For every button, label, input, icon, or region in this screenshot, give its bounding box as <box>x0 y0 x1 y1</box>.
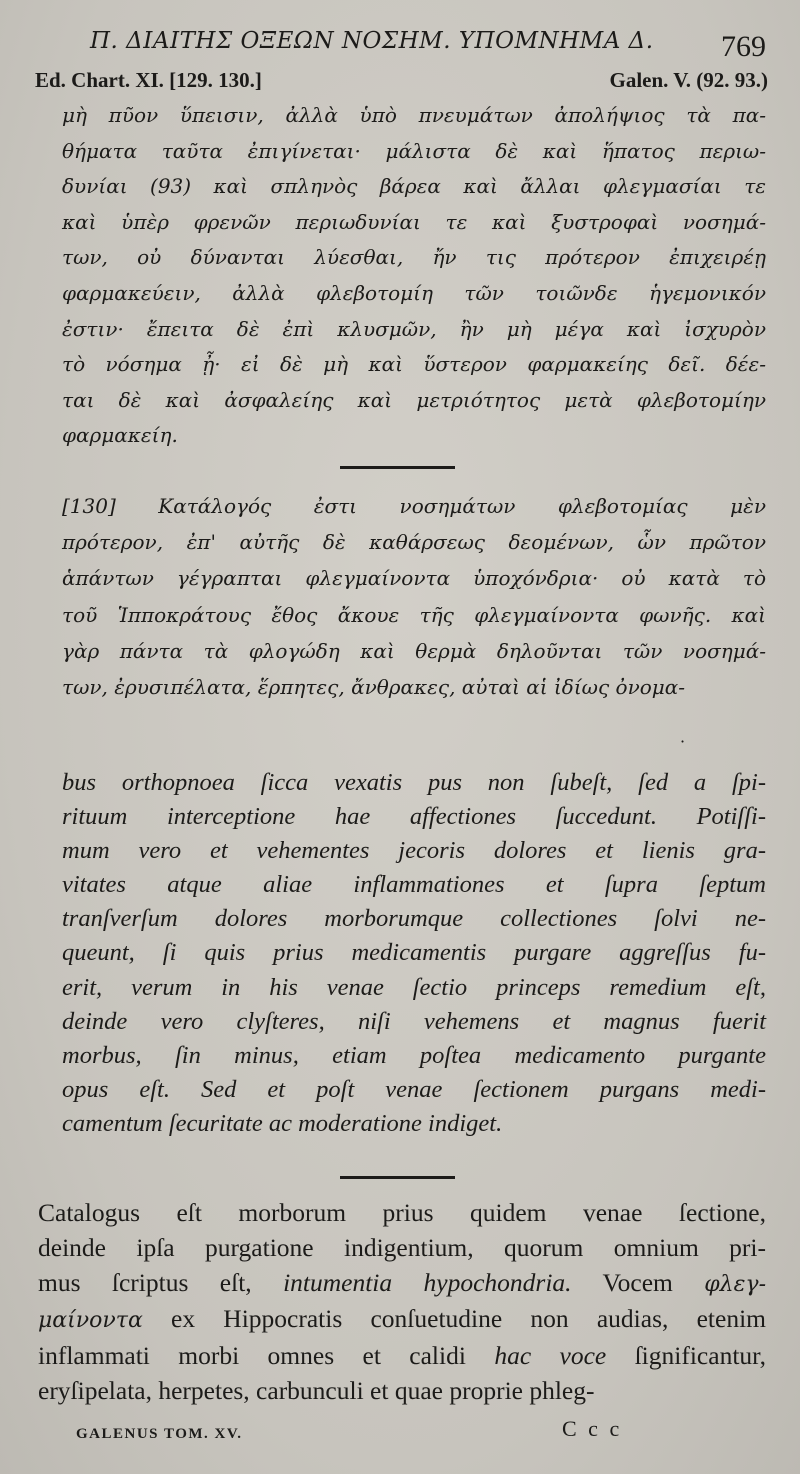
text-line <box>38 1339 766 1374</box>
text-line: morbus, ſin minus, etiam poſtea medicamento purgante <box>62 1041 766 1069</box>
text-line <box>38 1231 766 1266</box>
running-head: Π. ΔΙΑΙΤΗΣ ΟΞΕΩΝ ΝΟΣΗΜ. ΥΠΟΜΝΗΜΑ Δ. <box>90 28 654 54</box>
text-run: ſignificantur, <box>606 1341 766 1371</box>
printer-signature: GALENUS TOM. XV. <box>76 1426 243 1442</box>
text-run: Catalogus eſt morborum prius quidem venae ſectione, <box>38 1198 766 1227</box>
text-line: θήματα ταῦτα ἐπιγίνεται· μάλιστα δὲ καὶ ἥπατος περιω- <box>62 138 766 163</box>
greek-passage-2 <box>62 488 766 705</box>
text-line <box>38 1374 766 1409</box>
italic-phrase: intumentia hypochondria. <box>283 1267 572 1297</box>
text-line: των, ἐρυσιπέλατα, ἕρπητες, ἄνθρακες, αὐταὶ αἱ ἰδίως ὀνομα- <box>62 675 686 700</box>
text-line: tranſverſum dolores morborumque collectiones ſolvi ne- <box>62 905 766 933</box>
page-number: 769 <box>721 30 766 63</box>
edition-reference-line <box>35 68 768 93</box>
edition-reference-left: Ed. Chart. XI. [129. 130.] <box>35 68 262 92</box>
greek-word: φλεγ- <box>704 1271 767 1297</box>
text-line: τοῦ Ἱπποκράτους ἔθος ἄκουε τῆς φλεγμαίνοντα φωνῆς. καὶ <box>62 602 766 627</box>
text-run: mus ſcriptus eſt, <box>38 1267 284 1297</box>
text-line: erit, verum in his venae ſectio princeps remedium eſt, <box>62 973 766 1001</box>
text-run: inflammati morbi omnes et calidi <box>38 1341 495 1371</box>
text-line: ἐστιν· ἔπειτα δὲ ἐπὶ κλυσμῶν, ἢν μὴ μέγα καὶ ἰσχυρὸν <box>62 316 766 341</box>
text-line: πρότερον, ἐπ' αὐτῆς δὲ καθάρσεως δεομένων, ὧν πρῶτον <box>62 530 766 555</box>
text-line: φαρμακεύειν, ἀλλὰ φλεβοτομίη τῶν τοιῶνδε ἡγεμονικόν <box>62 280 766 305</box>
text-line: καὶ ὑπὲρ φρενῶν περιωδυνίαι τε καὶ ξυστροφαὶ νοσημά- <box>62 209 766 234</box>
text-line: opus eſt. Sed et poſt venae ſectionem purgans medi- <box>62 1075 766 1103</box>
text-line: mum vero et vehementes jecoris dolores et lienis gra- <box>62 837 766 865</box>
text-line: vitates atque aliae inflammationes et ſupra ſeptum <box>62 871 766 899</box>
greek-passage-1 <box>62 98 766 454</box>
gathering-mark: C c c <box>562 1416 623 1441</box>
text-line: τὸ νόσημα ᾖ· εἰ δὲ μὴ καὶ ὕστερον φαρμακείης δεῖ. δέε- <box>62 352 766 377</box>
text-line: rituum interceptione hae affectiones ſuccedunt. Potiſſi- <box>62 803 766 831</box>
greek-word: μαίνοντα <box>38 1308 143 1334</box>
text-line: των, οὐ δύνανται λύεσθαι, ἤν τις πρότερον ἐπιχειρέῃ <box>62 245 766 270</box>
text-run: Vocem <box>571 1267 705 1297</box>
section-divider <box>340 1176 455 1179</box>
text-line: [130] Κατάλογός ἐστι νοσημάτων φλεβοτομίας μὲν <box>62 494 766 518</box>
text-line: μὴ πῦον ὕπεισιν, ἀλλὰ ὑπὸ πνευμάτων ἀπολήψιος τὰ πα- <box>62 103 766 127</box>
text-line: γὰρ πάντα τὰ φλογώδη καὶ θερμὰ δηλοῦνται τῶν νοσημά- <box>62 638 766 663</box>
text-line: camentum ſecuritate ac moderatione indiget. <box>62 1109 503 1137</box>
section-divider <box>340 466 455 469</box>
latin-commentary <box>38 1196 766 1409</box>
edition-reference-right: Galen. V. (92. 93.) <box>609 68 768 92</box>
text-line: φαρμακείη. <box>62 423 178 448</box>
text-line: ται δὲ καὶ ἀσφαλείης καὶ μετριότητος μετὰ φλεβοτομίην <box>62 387 766 412</box>
text-run: eryſipelata, herpetes, carbunculi et quae proprie phleg- <box>38 1375 595 1405</box>
text-line: δυνίαι (93) καὶ σπληνὸς βάρεα καὶ ἄλλαι φλεγμασίαι τε <box>62 174 766 199</box>
italic-phrase: hac voce <box>494 1341 607 1371</box>
stray-mark: · <box>680 732 686 751</box>
text-line: ἁπάντων γέγραπται φλεγμαίνοντα ὑποχόνδρια· οὐ κατὰ τὸ <box>62 566 766 591</box>
text-line <box>38 1196 766 1231</box>
text-line <box>38 1266 766 1303</box>
text-line: deinde vero clyſteres, niſi vehemens et magnus fuerit <box>62 1007 766 1035</box>
latin-translation-1 <box>62 766 766 1141</box>
text-line <box>38 1302 766 1339</box>
text-line: queunt, ſi quis prius medicamentis purgare aggreſſus fu- <box>62 939 766 967</box>
text-run: deinde ipſa purgatione indigentium, quorum omnium pri- <box>38 1232 766 1262</box>
text-line: bus orthopnoea ſicca vexatis pus non ſubeſt, ſed a ſpi- <box>62 769 766 796</box>
text-run: ex Hippocratis conſuetudine non audias, etenim <box>142 1304 766 1334</box>
